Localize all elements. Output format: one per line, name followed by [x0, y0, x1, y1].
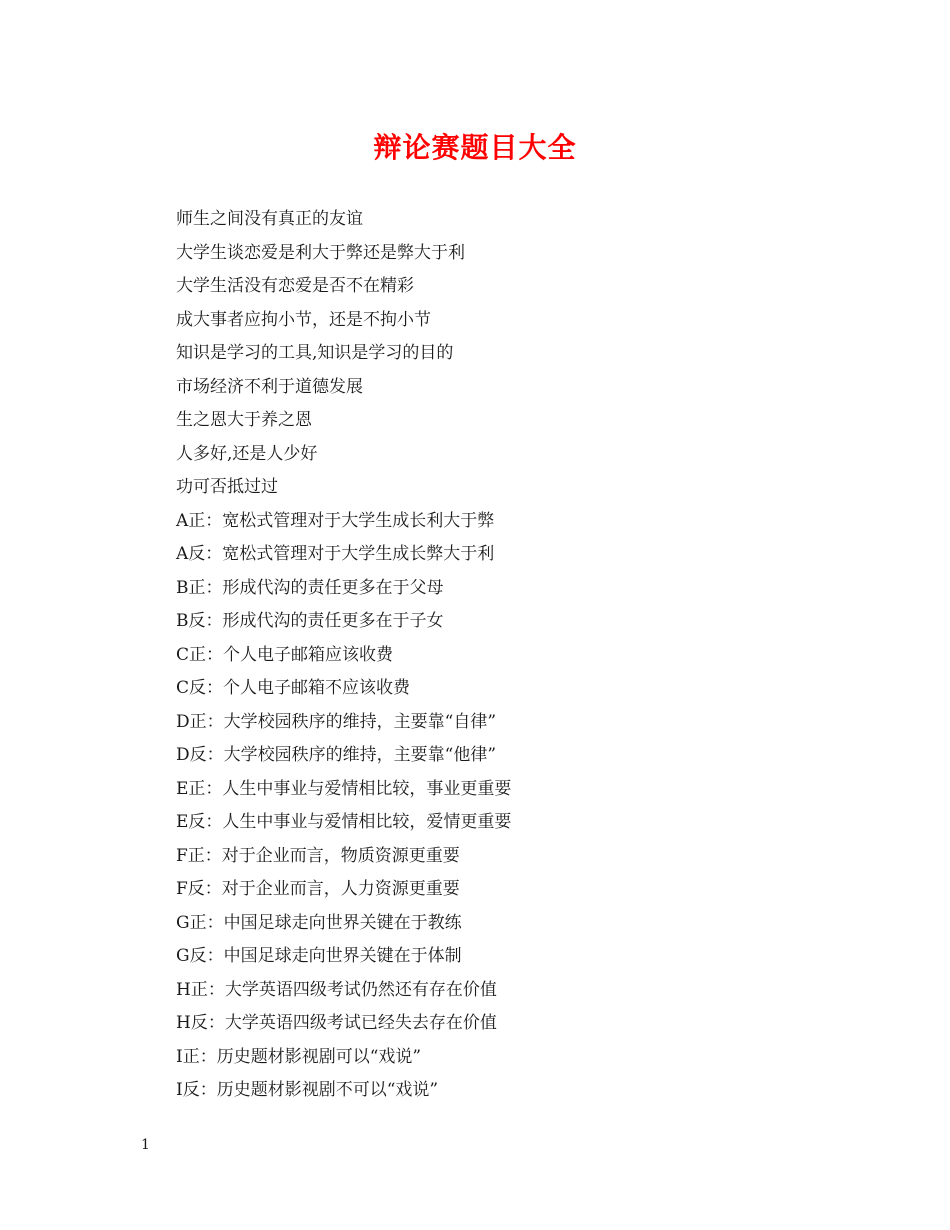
list-item: C正：个人电子邮箱应该收费: [176, 644, 394, 665]
list-item: G反：中国足球走向世界关键在于体制: [176, 946, 462, 966]
list-item: 功可否抵过过: [176, 477, 278, 497]
list-item: G正：中国足球走向世界关键在于教练: [176, 912, 462, 933]
list-item: 生之恩大于养之恩: [176, 410, 312, 430]
list-item: I反：历史题材影视剧不可以“戏说”: [176, 1080, 439, 1100]
list-item: A反：宽松式管理对于大学生成长弊大于利: [176, 544, 495, 564]
list-item: F正：对于企业而言，物质资源更重要: [176, 845, 460, 866]
list-item: 人多好,还是人少好: [176, 443, 318, 464]
list-item: H反：大学英语四级考试已经失去存在价值: [176, 1013, 497, 1033]
list-item: 大学生活没有恋爱是否不在精彩: [176, 276, 414, 296]
list-item: C反：个人电子邮箱不应该收费: [176, 678, 411, 698]
page-title: 辩论赛题目大全: [373, 131, 577, 164]
list-item: A正：宽松式管理对于大学生成长利大于弊: [176, 510, 495, 531]
list-item: B反：形成代沟的责任更多在于子女: [176, 611, 444, 631]
debate-topic-list: [176, 203, 876, 1108]
list-item: D反：大学校园秩序的维持，主要靠“他律”: [176, 745, 497, 765]
list-item: 师生之间没有真正的友谊: [176, 209, 363, 229]
list-item: 市场经济不利于道德发展: [176, 376, 363, 397]
list-item: B正：形成代沟的责任更多在于父母: [176, 577, 444, 598]
list-item: 大学生谈恋爱是利大于弊还是弊大于利: [176, 242, 465, 263]
list-item: I正：历史题材影视剧可以“戏说”: [176, 1046, 422, 1067]
list-item: 成大事者应拘小节，还是不拘小节: [176, 309, 431, 330]
list-item: 知识是学习的工具,知识是学习的目的: [176, 343, 454, 363]
page-number: 1: [141, 1137, 150, 1153]
list-item: D正：大学校园秩序的维持，主要靠“自律”: [176, 711, 497, 732]
list-item: E正：人生中事业与爱情相比较，事业更重要: [176, 778, 512, 799]
list-item: H正：大学英语四级考试仍然还有存在价值: [176, 979, 497, 1000]
list-item: F反：对于企业而言，人力资源更重要: [176, 879, 460, 899]
list-item: E反：人生中事业与爱情相比较，爱情更重要: [176, 812, 512, 832]
